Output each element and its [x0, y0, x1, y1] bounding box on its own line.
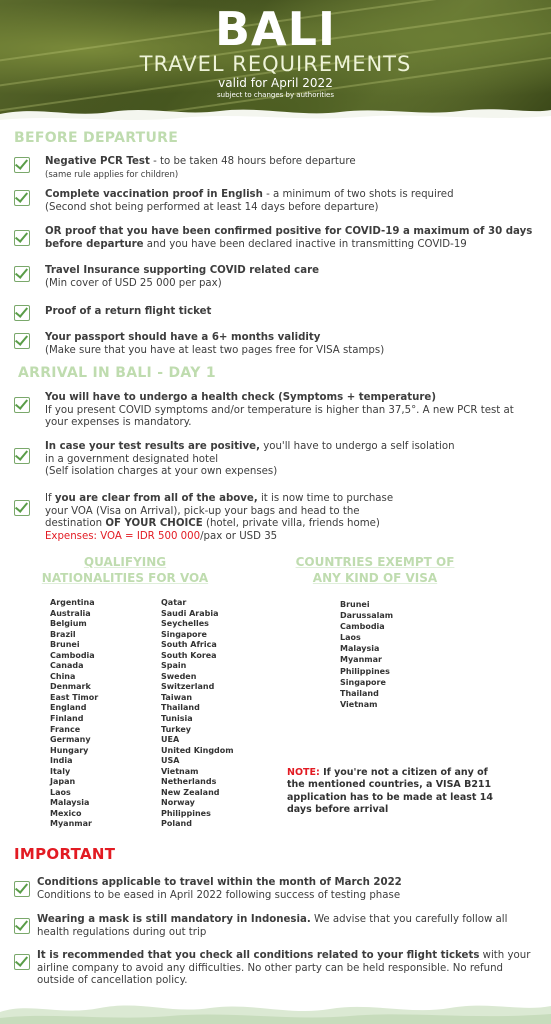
- country-item: Poland: [161, 819, 192, 829]
- country-item: United Kingdom: [161, 745, 234, 755]
- country-item: Spain: [161, 661, 187, 671]
- list-item: It is recommended that you check all conditions related to your flight tickets with your airline company to avoid any difficulties. No other party can be held responsible. No refund outside of cancellation policy.: [14, 950, 536, 990]
- country-item: Denmark: [50, 682, 91, 692]
- checkbox-icon: [14, 333, 30, 349]
- country-item: Vietnam: [340, 699, 378, 709]
- arrival-heading: ARRIVAL IN BALI - DAY 1: [18, 365, 216, 381]
- list-item: Travel Insurance supporting COVID related care (Min cover of USD 25 000 per pax): [14, 265, 536, 291]
- country-item: Myanmar: [340, 655, 382, 665]
- visa-note: NOTE: If you're not a citizen of any of the mentioned countries, a VISA B211 application has to be made at least 14 days before arrival: [287, 767, 493, 816]
- country-item: Brunei: [50, 640, 80, 650]
- country-item: India: [50, 756, 73, 766]
- country-item: Malaysia: [50, 798, 90, 808]
- country-item: Saudi Arabia: [161, 608, 219, 618]
- before-departure-heading: BEFORE DEPARTURE: [14, 130, 179, 146]
- country-item: China: [50, 671, 76, 681]
- country-item: Vietnam: [161, 766, 199, 776]
- country-item: Argentina: [50, 598, 95, 607]
- country-item: Hungary: [50, 745, 89, 755]
- expenses-text: Expenses: VOA = IDR 500 000: [45, 530, 201, 542]
- page-title: BALI: [214, 2, 337, 56]
- country-item: Seychelles: [161, 619, 209, 629]
- list-item: Complete vaccination proof in English - a minimum of two shots is required (Second shot being performed at least 14 days before departure): [14, 189, 536, 215]
- checkbox-icon: [14, 397, 30, 413]
- subject-note: subject to changes by authorities: [217, 91, 334, 99]
- voa-country-list-2: [161, 598, 234, 830]
- checkbox-icon: [14, 881, 30, 897]
- checkbox-icon: [14, 157, 30, 173]
- country-item: Belgium: [50, 619, 87, 629]
- exempt-heading: COUNTRIES EXEMPT OF ANY KIND OF VISA: [295, 555, 455, 585]
- voa-heading: QUALIFYING NATIONALITIES FOR VOA: [41, 555, 209, 585]
- country-item: USA: [161, 756, 180, 766]
- header-wave: [0, 100, 551, 130]
- list-item: Wearing a mask is still mandatory in Indonesia. We advise that you carefully follow all health regulations during out trip: [14, 914, 536, 940]
- country-item: Brazil: [50, 629, 76, 639]
- list-item: Proof of a return flight ticket: [14, 304, 536, 320]
- country-item: Qatar: [161, 598, 187, 607]
- country-item: South Africa: [161, 640, 217, 650]
- list-item: OR proof that you have been confirmed positive for COVID-19 a maximum of 30 days before departure and you have been declared inactive in transmitting COVID-19: [14, 226, 536, 252]
- list-item: Your passport should have a 6+ months validity (Make sure that you have at least two pages free for VISA stamps): [14, 332, 536, 358]
- footer-wave: [0, 990, 551, 1024]
- country-item: Thailand: [340, 688, 379, 698]
- country-item: Cambodia: [340, 622, 385, 632]
- country-item: Italy: [50, 766, 71, 776]
- page-subtitle: TRAVEL REQUIREMENTS: [139, 52, 412, 76]
- country-item: Singapore: [340, 677, 386, 687]
- country-item: Philippines: [340, 666, 390, 676]
- country-item: Cambodia: [50, 650, 95, 660]
- checkbox-icon: [14, 448, 30, 464]
- country-item: Mexico: [50, 808, 82, 818]
- checkbox-icon: [14, 305, 30, 321]
- country-item: Thailand: [161, 703, 200, 713]
- country-item: Germany: [50, 735, 91, 745]
- list-item: You will have to undergo a health check (Symptoms + temperature) If you present COVID symptoms and/or temperature is higher than 37,5°. A new PCR test at your expenses is mandatory.: [14, 392, 536, 432]
- country-item: Myanmar: [50, 819, 92, 829]
- exempt-country-list: [340, 599, 393, 710]
- country-item: Australia: [50, 608, 91, 618]
- list-item: If you are clear from all of the above, it is now time to purchase your VOA (Visa on Arrival), pick-up your bags and head to the destination OF YOUR CHOICE (hotel, private villa, friends home) Expenses: VOA = IDR 500 000/pax or USD 35: [14, 493, 536, 548]
- country-item: Canada: [50, 661, 84, 671]
- country-item: Tunisia: [161, 714, 193, 724]
- country-item: Finland: [50, 714, 84, 724]
- country-item: Turkey: [161, 724, 191, 734]
- country-item: Singapore: [161, 629, 207, 639]
- country-item: France: [50, 724, 81, 734]
- checkbox-icon: [14, 230, 30, 246]
- country-item: South Korea: [161, 650, 217, 660]
- country-item: Taiwan: [161, 692, 193, 702]
- list-item: Negative PCR Test - to be taken 48 hours before departure (same rule applies for children): [14, 156, 536, 182]
- country-item: New Zealand: [161, 787, 220, 797]
- country-item: Laos: [340, 633, 361, 643]
- country-item: East Timor: [50, 692, 99, 702]
- country-item: Sweden: [161, 671, 197, 681]
- checkbox-icon: [14, 190, 30, 206]
- country-item: Laos: [50, 787, 71, 797]
- country-item: Darussalam: [340, 611, 394, 621]
- country-item: Japan: [50, 777, 76, 787]
- important-heading: IMPORTANT: [14, 845, 116, 863]
- checkbox-icon: [14, 954, 30, 970]
- country-item: Malaysia: [340, 644, 380, 654]
- validity-note: valid for April 2022: [218, 76, 333, 90]
- country-item: Netherlands: [161, 777, 217, 787]
- country-item: England: [50, 703, 87, 713]
- country-item: Norway: [161, 798, 195, 808]
- country-item: UEA: [161, 735, 180, 745]
- voa-country-list-1: [50, 598, 98, 830]
- country-item: Brunei: [340, 600, 370, 609]
- list-item: Conditions applicable to travel within the month of March 2022 Conditions to be eased in April 2022 following success of testing phase: [14, 877, 536, 903]
- list-item: In case your test results are positive, you'll have to undergo a self isolation in a government designated hotel (Self isolation charges at your own expenses): [14, 441, 536, 481]
- checkbox-icon: [14, 500, 30, 516]
- checkbox-icon: [14, 918, 30, 934]
- country-item: Philippines: [161, 808, 211, 818]
- checkbox-icon: [14, 266, 30, 282]
- country-item: Switzerland: [161, 682, 215, 692]
